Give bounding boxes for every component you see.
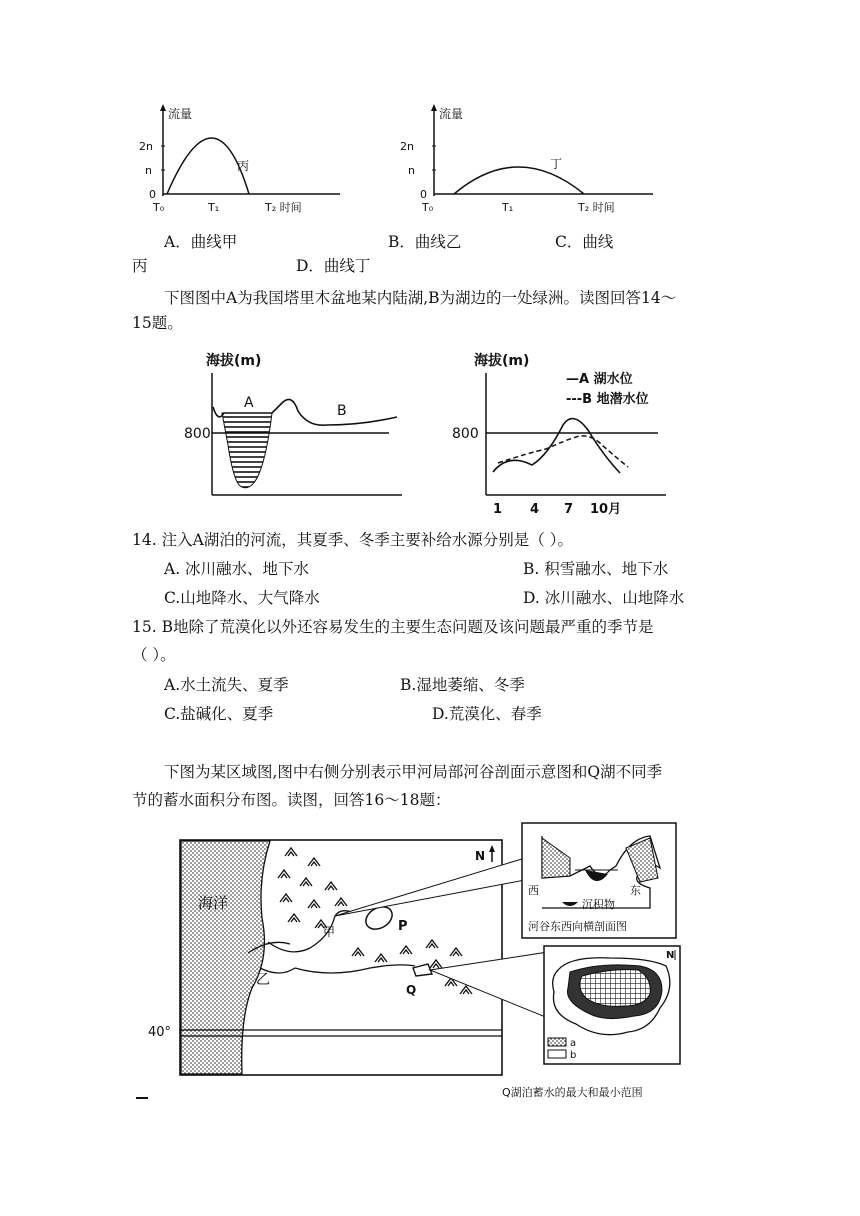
flow-chart-left [135, 100, 345, 215]
q15-paren: （ ）。 [132, 646, 176, 664]
intro-16-18-line1: 下图为某区域图,图中右侧分别表示甲河局部河谷剖面示意图和Q湖不同季 [164, 763, 663, 781]
river-jia-label: 甲 [323, 925, 336, 939]
sediment-label: 沉积物 [582, 898, 615, 911]
flow-left-xtick: T₁ [208, 201, 220, 214]
flow-right-ytick: 0 [420, 188, 427, 201]
profile-level: 800 [184, 426, 211, 442]
wl-xtick: 4 [530, 502, 540, 517]
river-yi-label: 乙 [256, 972, 270, 988]
q15-option-d[interactable]: D.荒漠化、春季 [432, 705, 542, 723]
wl-legend-a: —A 湖水位 [566, 372, 633, 387]
intro-16-18-line2: 节的蓄水面积分布图。读图，回答16～18题： [132, 791, 451, 809]
q15-option-c[interactable]: C.盐碱化、夏季 [164, 705, 274, 723]
flow-right-ytick: n [408, 164, 415, 177]
q15-stem: 15. B地除了荒漠化以外还容易发生的主要生态问题及该问题最严重的季节是 [132, 618, 654, 636]
flow-right-ylabel: 流量 [439, 107, 464, 121]
wl-ylabel: 海拔(m) [474, 353, 530, 369]
q14-option-a[interactable]: A. 冰川融水、地下水 [164, 560, 310, 578]
lake-q-label: Q [406, 983, 417, 997]
valley-east-label: 东 [630, 884, 641, 897]
wl-level: 800 [452, 426, 479, 442]
flow-left-ytick: 2n [139, 140, 153, 153]
flow-right-xtick: T₂ 时间 [578, 201, 615, 214]
wl-xtick: 1 [493, 502, 503, 517]
lake-a-label: A [244, 395, 254, 411]
flow-left-ylabel: 流量 [168, 107, 193, 121]
valley-caption: 河谷东西向横剖面图 [528, 920, 627, 933]
q13-option-c-cont: 丙 [132, 257, 148, 275]
region-map [130, 818, 730, 1108]
q15-option-b[interactable]: B.湿地萎缩、冬季 [400, 676, 525, 694]
q15-option-a[interactable]: A.水土流失、夏季 [164, 676, 289, 694]
flow-left-ytick: 0 [149, 188, 156, 201]
wl-xtick: 10月 [590, 502, 622, 517]
q14-option-c[interactable]: C.山地降水、大气降水 [164, 589, 320, 607]
flow-right-xtick: T₀ [422, 201, 434, 214]
intro-14-15-line2: 15题。 [132, 314, 183, 332]
oasis-b-label: B [337, 403, 347, 419]
q13-option-c[interactable]: C．曲线 [555, 233, 614, 251]
ocean-label: 海洋 [198, 894, 229, 912]
profile-ylabel: 海拔(m) [206, 353, 262, 369]
flow-right-ytick: 2n [400, 140, 414, 153]
flow-chart-right [398, 100, 658, 215]
latitude-label: 40° [148, 1025, 172, 1040]
legend-a-label: a [570, 1038, 577, 1049]
q14-option-b[interactable]: B. 积雪融水、地下水 [523, 560, 669, 578]
legend-b-label: b [570, 1050, 577, 1061]
lake-profile-figure [182, 345, 407, 500]
series-lake-level [493, 419, 620, 473]
curve-ding-label: 丁 [550, 157, 563, 171]
water-level-chart [448, 345, 673, 520]
flow-left-xtick: T₀ [153, 201, 165, 214]
curve-ding [454, 167, 584, 194]
flow-right-xtick: T₁ [502, 201, 514, 214]
q13-option-a[interactable]: A．曲线甲 [164, 233, 238, 251]
wl-legend-b: ---B 地潜水位 [566, 392, 649, 407]
q14-stem: 14. 注入A湖泊的河流，其夏季、冬季主要补给水源分别是（ ）。 [132, 531, 573, 549]
north-label: N [475, 849, 486, 863]
q-inset-north: N [666, 950, 675, 961]
q14-option-d[interactable]: D. 冰川融水、山地降水 [523, 589, 685, 607]
curve-bing-label: 丙 [237, 159, 250, 173]
flow-left-ytick: n [145, 164, 152, 177]
series-groundwater-level [498, 436, 628, 467]
lake-p-label: P [398, 919, 408, 934]
wl-xtick: 7 [564, 502, 574, 517]
intro-14-15-line1: 下图图中A为我国塔里木盆地某内陆湖,B为湖边的一处绿洲。读图回答14～ [164, 289, 677, 307]
lake-a-water [222, 413, 272, 488]
flow-left-xtick: T₂ 时间 [265, 201, 302, 214]
valley-west-label: 西 [528, 884, 539, 897]
q13-option-d[interactable]: D．曲线丁 [296, 257, 371, 275]
q-lake-caption: Q湖泊蓄水的最大和最小范围 [502, 1086, 643, 1099]
q13-option-b[interactable]: B．曲线乙 [388, 233, 462, 251]
